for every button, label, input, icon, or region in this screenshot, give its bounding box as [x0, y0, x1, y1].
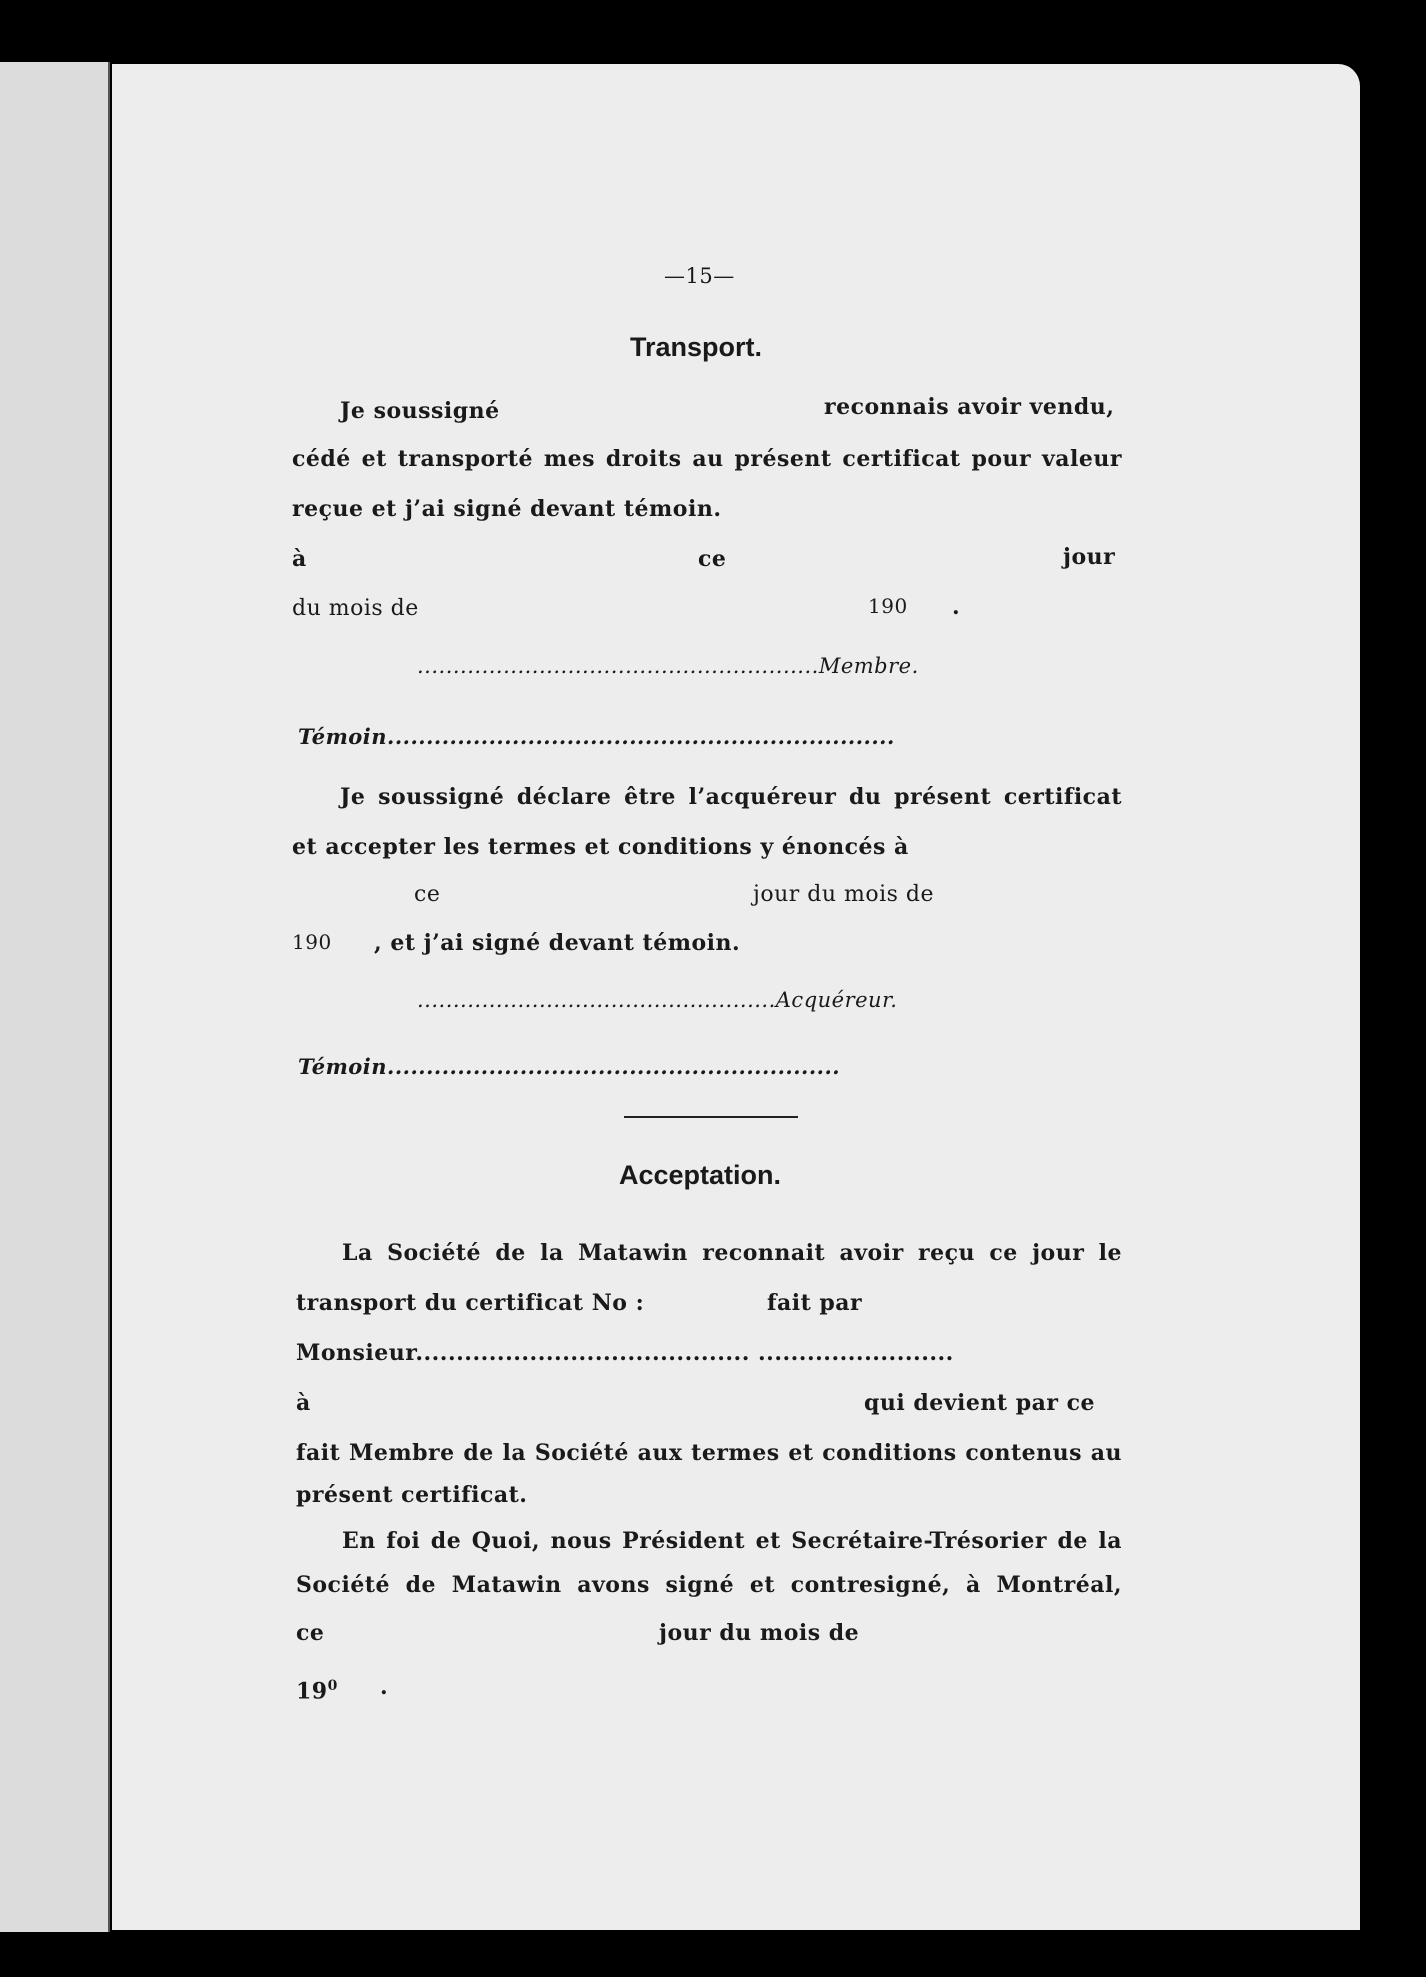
- declaration-line3-right: jour du mois de: [753, 882, 935, 907]
- transport-line5-year: 190: [868, 594, 908, 618]
- acceptation-line1: La Société de la Matawin reconnait avoir reçu ce jour le: [342, 1240, 1122, 1266]
- declaration-line4-year: 190: [292, 930, 332, 954]
- transport-line4-jour: jour: [1063, 544, 1116, 570]
- acceptation-line9-right: jour du mois de: [659, 1620, 860, 1646]
- acceptation-line7: En foi de Quoi, nous Président et Secrétaire-Trésorier de la: [342, 1528, 1122, 1554]
- declaration-line2: et accepter les termes et conditions y énoncés à: [292, 834, 909, 860]
- temoin-line-1: Témoin.................................................................: [298, 724, 895, 749]
- acceptation-line10-dot: .: [380, 1674, 389, 1700]
- transport-line4-ce: ce: [698, 546, 727, 572]
- temoin-line-2: Témoin..........................................................: [298, 1054, 841, 1079]
- transport-line5-dot: .: [952, 594, 961, 620]
- declaration-line4-text: , et j’ai signé devant témoin.: [374, 930, 741, 956]
- transport-line4-a: à: [292, 546, 307, 572]
- monsieur-line: Monsieur......................................... ........................: [296, 1340, 954, 1366]
- facing-page-edge: [0, 62, 110, 1932]
- membre-signature-line: ........................................................Membre.: [417, 654, 919, 678]
- acceptation-line4-a: à: [296, 1390, 311, 1416]
- transport-line1-right: reconnais avoir vendu,: [824, 394, 1115, 420]
- transport-heading: Transport.: [630, 332, 763, 362]
- acceptation-line2-right: fait par: [767, 1290, 863, 1316]
- transport-line5-left: du mois de: [292, 596, 419, 621]
- page-number: —15—: [664, 264, 735, 288]
- acceptation-line10-year: $19^0$: [296, 1678, 338, 1705]
- acceptation-line8: Société de Matawin avons signé et contresigné, à Montréal,: [296, 1572, 1122, 1598]
- acquereur-signature-line: ..................................................Acquéreur.: [417, 988, 898, 1012]
- transport-line3: reçue et j’ai signé devant témoin.: [292, 496, 722, 522]
- acceptation-line4-right: qui devient par ce: [864, 1390, 1096, 1416]
- acceptation-line9-ce: ce: [296, 1620, 325, 1646]
- transport-line1-left: Je soussigné: [340, 398, 500, 424]
- acceptation-line2-left: transport du certificat No :: [296, 1290, 645, 1316]
- declaration-line3-ce: ce: [414, 882, 441, 907]
- section-divider: [624, 1116, 798, 1118]
- transport-line2: cédé et transporté mes droits au présent certificat pour valeur: [292, 446, 1122, 472]
- acceptation-heading: Acceptation.: [619, 1160, 782, 1190]
- declaration-line1: Je soussigné déclare être l’acquéreur du présent certificat: [340, 784, 1122, 810]
- acceptation-line6: présent certificat.: [296, 1482, 528, 1508]
- acceptation-line5: fait Membre de la Société aux termes et conditions contenus au: [296, 1440, 1122, 1466]
- document-page: [112, 64, 1360, 1930]
